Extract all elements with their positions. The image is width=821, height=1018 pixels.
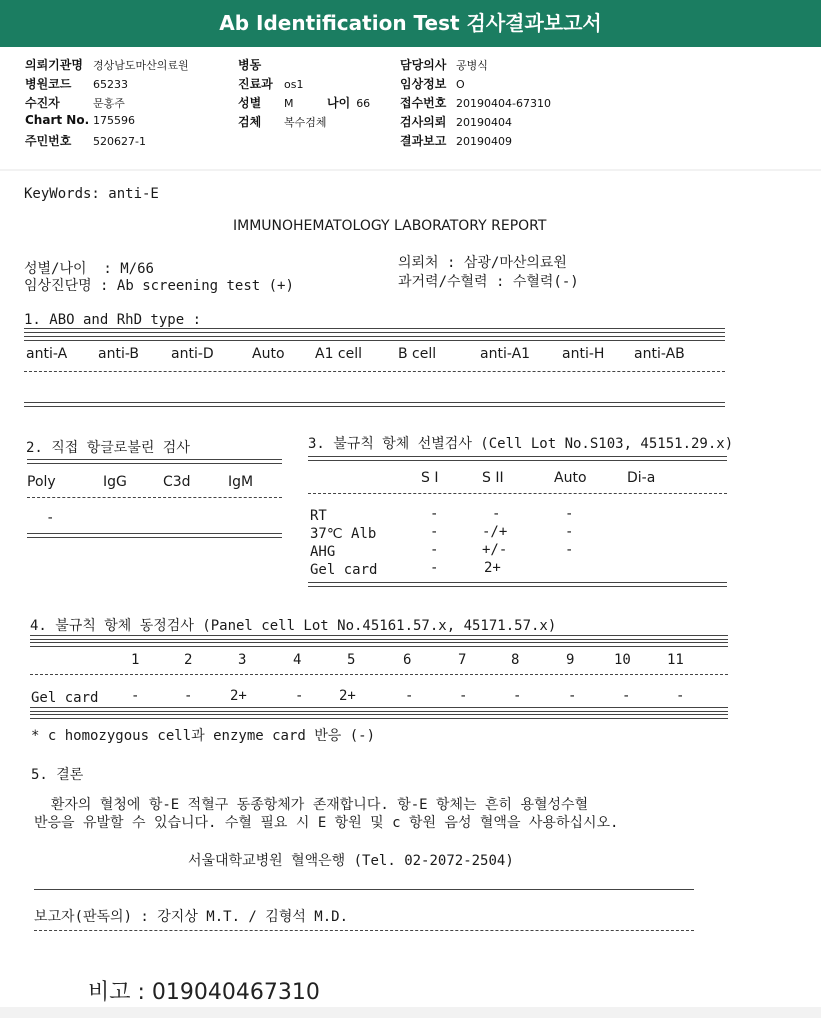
panel-value: - <box>622 688 631 704</box>
screen-cell: - <box>430 560 439 576</box>
screen-col-si: S I <box>421 470 439 486</box>
field-receipt-no: 접수번호 20190404-67310 <box>400 96 551 110</box>
field-patient-name: 수진자 문홍주 <box>25 96 125 110</box>
screen-row-label: AHG <box>310 544 336 560</box>
institution-footer: 서울대학교병원 혈액은행 (Tel. 02-2072-2504) <box>188 853 514 869</box>
field-request-date: 검사의뢰 20190404 <box>400 115 512 129</box>
field-ward: 병동 <box>238 58 262 72</box>
keywords: KeyWords: anti-E <box>24 186 159 202</box>
divider <box>30 707 728 712</box>
divider <box>34 889 694 890</box>
dat-col-igm: IgM <box>228 474 254 490</box>
diagnosis: 임상진단명 : Ab screening test (+) <box>24 278 294 294</box>
abo-col-anti-ab: anti-AB <box>634 346 685 362</box>
field-sex: 성별 M <box>238 96 294 110</box>
panel-cell-number: 7 <box>458 652 467 668</box>
screen-col-dia: Di-a <box>627 470 656 486</box>
conclusion-heading: 5. 결론 <box>31 767 84 783</box>
screen-row-label: RT <box>310 508 327 524</box>
panel-value: - <box>513 688 522 704</box>
conclusion-line-1: 환자의 혈청에 항-E 적혈구 동종항체가 존재합니다. 항-E 항체는 흔히 용혈성수혈 <box>34 797 589 813</box>
screen-cell: - <box>565 506 574 522</box>
field-age: 나이 66 <box>327 96 371 110</box>
abo-col-anti-h: anti-H <box>562 346 605 362</box>
dat-heading: 2. 직접 항글로불린 검사 <box>26 440 190 456</box>
divider <box>24 371 725 372</box>
conclusion-line-2: 반응을 유발할 수 있습니다. 수혈 필요 시 E 항원 및 c 항원 음성 혈액을 사용하십시오. <box>34 815 619 831</box>
panel-note: * c homozygous cell과 enzyme card 반응 (-) <box>31 728 376 744</box>
panel-value: - <box>459 688 468 704</box>
screen-col-auto: Auto <box>554 470 587 486</box>
patient-info-header <box>0 47 821 169</box>
screen-cell: -/+ <box>482 524 508 540</box>
screen-cell: +/- <box>482 542 508 558</box>
panel-value: - <box>676 688 685 704</box>
divider <box>30 635 728 640</box>
screen-cell: - <box>430 506 439 522</box>
divider <box>34 930 694 931</box>
divider <box>30 714 728 719</box>
report-title: IMMUNOHEMATOLOGY LABORATORY REPORT <box>233 218 547 234</box>
abo-heading: 1. ABO and RhD type : <box>24 312 202 328</box>
panel-cell-number: 6 <box>403 652 412 668</box>
history: 과거력/수혈력 : 수혈력(-) <box>398 274 579 290</box>
panel-cell-number: 1 <box>131 652 140 668</box>
divider <box>24 402 725 407</box>
scanned-report <box>0 171 821 1007</box>
panel-value: - <box>295 688 304 704</box>
divider <box>24 336 725 341</box>
screen-col-sii: S II <box>482 470 504 486</box>
screen-cell: - <box>565 524 574 540</box>
panel-heading: 4. 불규칙 항체 동정검사 (Panel cell Lot No.45161.57.x, 45171.57.x) <box>30 618 557 634</box>
field-clinical-info: 임상정보 O <box>400 77 465 91</box>
panel-cell-number: 9 <box>566 652 575 668</box>
field-department: 진료과 os1 <box>238 77 304 91</box>
sex-age: 성별/나이 : M/66 <box>24 261 154 277</box>
abo-col-auto: Auto <box>252 346 285 362</box>
panel-value: - <box>568 688 577 704</box>
screen-row-label: 37℃ Alb <box>310 526 377 542</box>
dat-col-igg: IgG <box>103 474 127 490</box>
title-bar <box>0 0 821 47</box>
screen-row-label: Gel card <box>310 562 378 578</box>
remark: 비고 : 019040467310 <box>88 980 320 1005</box>
panel-cell-number: 3 <box>238 652 247 668</box>
dat-col-poly: Poly <box>27 474 56 490</box>
field-institution: 의뢰기관명 경상남도마산의료원 <box>25 58 189 72</box>
panel-cell-number: 10 <box>614 652 631 668</box>
abo-col-anti-a1: anti-A1 <box>480 346 531 362</box>
panel-value: - <box>405 688 414 704</box>
screen-cell: - <box>565 542 574 558</box>
field-hospital-code: 병원코드 65233 <box>25 77 128 91</box>
divider <box>24 328 725 333</box>
field-doctor: 담당의사 공병식 <box>400 58 488 72</box>
panel-cell-number: 2 <box>184 652 193 668</box>
screen-cell: 2+ <box>484 560 501 576</box>
institution: 의뢰처 : 삼광/마산의료원 <box>398 255 567 271</box>
divider <box>30 642 728 647</box>
divider <box>30 674 728 675</box>
abo-col-anti-d: anti-D <box>171 346 214 362</box>
divider <box>308 456 727 461</box>
panel-value: - <box>131 688 140 704</box>
dat-col-c3d: C3d <box>163 474 191 490</box>
panel-value: 2+ <box>230 688 247 704</box>
panel-cell-number: 11 <box>667 652 684 668</box>
panel-cell-number: 5 <box>347 652 356 668</box>
divider <box>27 497 282 498</box>
reporter: 보고자(판독의) : 강지상 M.T. / 김형석 M.D. <box>34 909 349 925</box>
panel-row-label: Gel card <box>31 690 99 706</box>
panel-value: - <box>184 688 193 704</box>
divider <box>308 493 727 494</box>
screen-cell: - <box>430 524 439 540</box>
abo-col-anti-b: anti-B <box>98 346 139 362</box>
abo-col-anti-a: anti-A <box>26 346 68 362</box>
panel-cell-number: 4 <box>293 652 302 668</box>
abo-col-a1-cell: A1 cell <box>315 346 363 362</box>
dat-result: - <box>46 510 55 526</box>
screen-cell: - <box>492 506 501 522</box>
screen-cell: - <box>430 542 439 558</box>
field-chart-no: Chart No. 175596 <box>25 113 135 127</box>
abo-col-b-cell: B cell <box>398 346 437 362</box>
divider <box>27 459 282 464</box>
page-title: Ab Identification Test 검사결과보고서 <box>219 11 602 35</box>
field-resident-no: 주민번호 520627-1 <box>25 134 146 148</box>
field-report-date: 결과보고 20190409 <box>400 134 512 148</box>
panel-value: 2+ <box>339 688 356 704</box>
field-specimen: 검체 복수검체 <box>238 115 327 129</box>
divider <box>308 582 727 587</box>
panel-cell-number: 8 <box>511 652 520 668</box>
divider <box>27 533 282 538</box>
screen-heading: 3. 불규칙 항체 선별검사 (Cell Lot No.S103, 45151.29.x) <box>308 436 734 452</box>
